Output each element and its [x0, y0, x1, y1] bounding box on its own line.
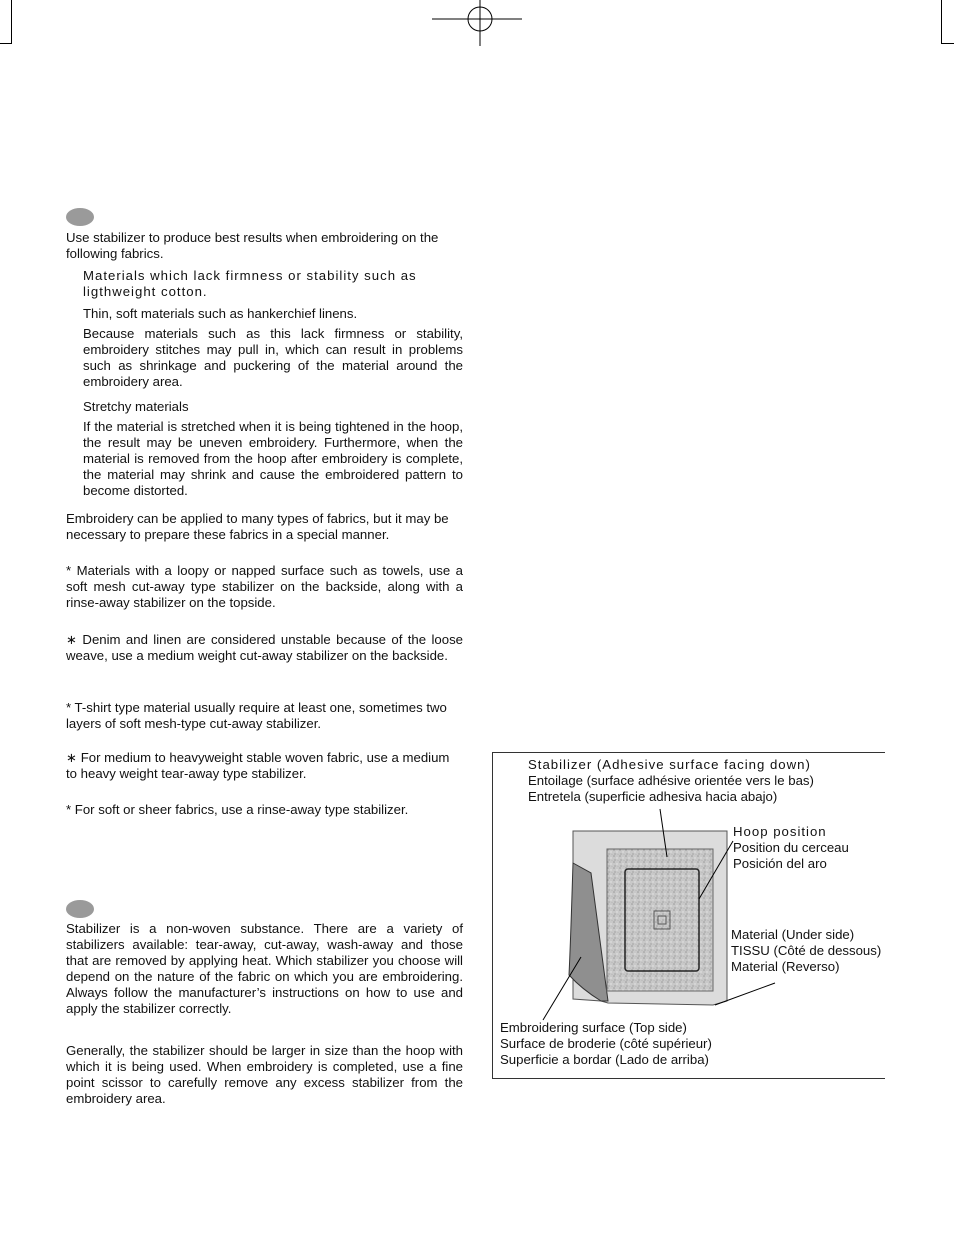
intro-paragraph: Use stabilizer to produce best results when embroidering on the following fabrics.: [66, 230, 439, 261]
material-label-fr: TISSU (Côté de dessous): [731, 943, 882, 958]
stabilizer-size-paragraph: Generally, the stabilizer should be larger in size than the hoop with which it is being used. When embroidery is completed, use a fine point scissor to carefully remove any excess stabilizer from the embroidery area.: [66, 1043, 463, 1106]
fabrics-note: Embroidery can be applied to many types of fabrics, but it may be necessary to prepare these fabrics in a special manner.: [66, 511, 449, 542]
material-label-en: Material (Under side): [731, 927, 855, 942]
surface-label-fr: Surface de broderie (côté supérieur): [500, 1036, 712, 1051]
section-marker-icon: [66, 208, 94, 226]
list-item-detail: If the material is stretched when it is being tightened in the hoop, the result may be uneven embroidery. Furthermore, when the material is removed from the hoop after embroidery is complete, the material may shrink and cause the embroidered pattern to become distorted.: [83, 419, 463, 498]
list-item: Thin, soft materials such as hankerchief linens.: [83, 306, 358, 321]
stabilizer-label-en: Stabilizer (Adhesive surface facing down): [528, 757, 811, 772]
stabilizer-label-fr: Entoilage (surface adhésive orientée vers le bas): [528, 773, 814, 788]
crop-mark-top-left-vertical: [11, 0, 12, 44]
surface-label-es: Superficie a bordar (Lado de arriba): [500, 1052, 709, 1067]
material-label-es: Material (Reverso): [731, 959, 840, 974]
tip-denim: ∗ Denim and linen are considered unstable because of the loose weave, use a medium weight cut-away stabilizer on the backside.: [66, 632, 463, 663]
tip-tshirt: * T-shirt type material usually require at least one, sometimes two layers of soft mesh-type cut-away stabilizer.: [66, 700, 447, 731]
hoop-label-es: Posición del aro: [733, 856, 827, 871]
surface-label-en: Embroidering surface (Top side): [500, 1020, 687, 1035]
list-item: Materials which lack firmness or stability such as ligthweight cotton.: [83, 268, 417, 299]
crop-mark-top-right-vertical: [941, 0, 942, 44]
hoop-label-en: Hoop position: [733, 824, 827, 839]
list-item: Stretchy materials: [83, 399, 189, 414]
tip-sheer: * For soft or sheer fabrics, use a rinse-away type stabilizer.: [66, 802, 409, 817]
list-item-detail: Because materials such as this lack firmness or stability, embroidery stitches may pull in, which can result in problems such as shrinkage and puckering of the material around the embroidery area.: [83, 326, 463, 389]
tip-woven: ∗ For medium to heavyweight stable woven fabric, use a medium to heavy weight tear-away type stabilizer.: [66, 750, 450, 781]
crop-mark-top-right-horizontal: [941, 43, 954, 44]
hoop-label-fr: Position du cerceau: [733, 840, 849, 855]
registration-mark-icon: [432, 0, 522, 46]
stabilizer-label-es: Entretela (superficie adhesiva hacia abajo): [528, 789, 778, 804]
crop-mark-top-left-horizontal: [0, 43, 12, 44]
stabilizer-paragraph: Stabilizer is a non-woven substance. There are a variety of stabilizers available: tear-away, cut-away, wash-away and those that are removed by applying heat. Which stabilizer you choose will depend on the nature of the fabric on which you are embroidering. Always follow the manufacturer’s instructions on how to use and apply the stabilizer correctly.: [66, 921, 463, 1016]
tip-towels: * Materials with a loopy or napped surface such as towels, use a soft mesh cut-away type stabilizer on the backside, along with a rinse-away stabilizer on the topside.: [66, 563, 463, 610]
hoop-diagram: [492, 752, 885, 1079]
section-marker-icon: [66, 900, 94, 918]
